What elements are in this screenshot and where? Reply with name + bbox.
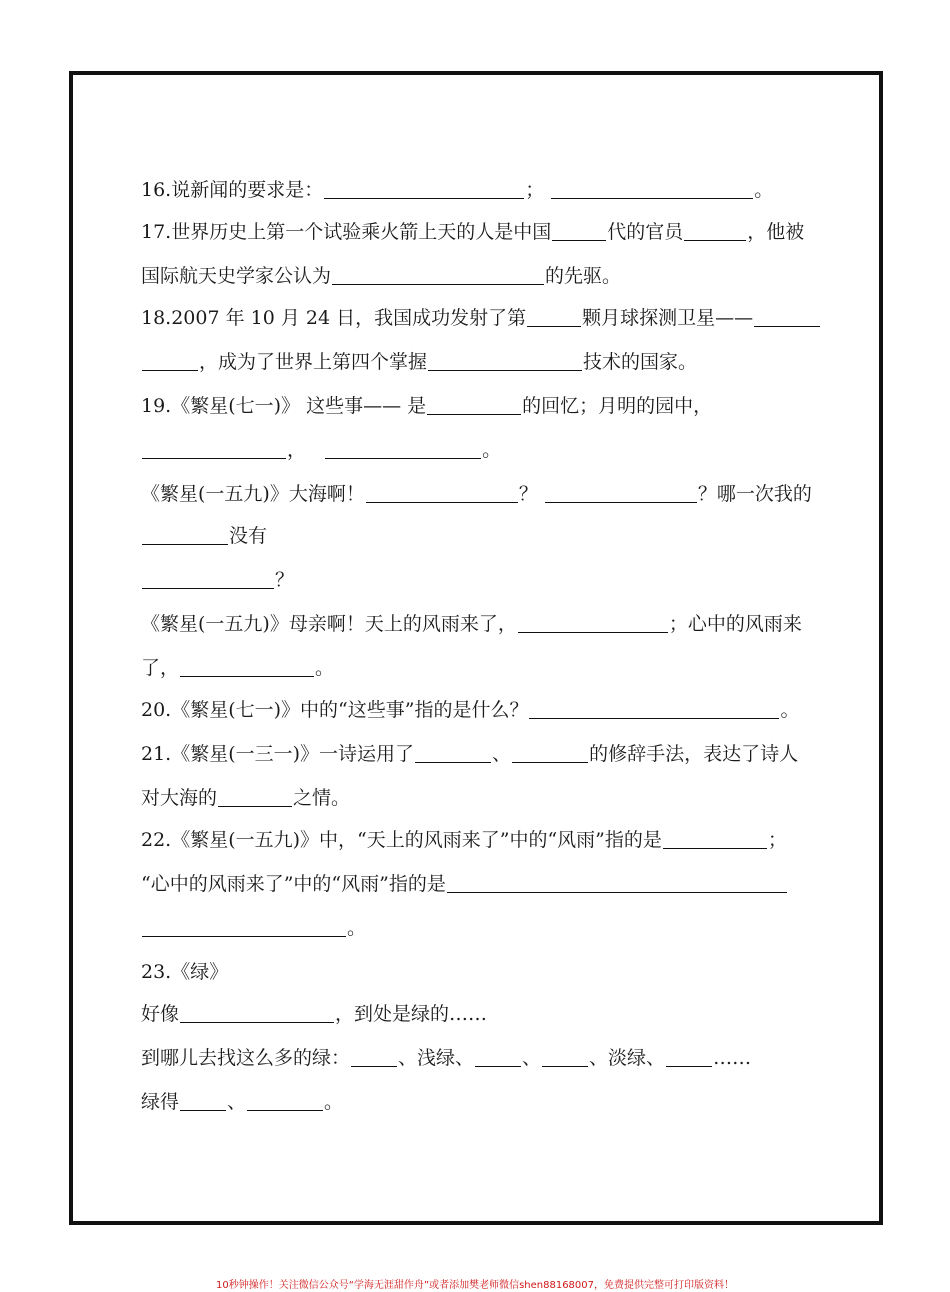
q23-ellipsis: …… [713, 1047, 752, 1069]
question-21 [141, 739, 821, 769]
question-16 [141, 175, 821, 205]
question-23 [141, 957, 821, 987]
q20-text: 20.《繁星(七一)》中的“这些事”指的是什么？ [141, 699, 529, 721]
q16-sep: ； [525, 179, 545, 201]
q19-text-3: 《繁星(一五九)》大海啊！ [141, 483, 365, 505]
q19-text: 19.《繁星(七一)》 这些事—— 是 [141, 395, 427, 417]
q16-text: 16.说新闻的要求是： [141, 179, 324, 201]
q23-sep-2: 、 [227, 1091, 247, 1113]
q17-text-5: 的先驱。 [545, 265, 622, 287]
answer-blank [529, 698, 779, 719]
question-22-line-2 [141, 869, 821, 899]
answer-blank [475, 1046, 521, 1067]
q18-text-3: ，成为了世界上第四个掌握 [199, 351, 428, 373]
q18-text-4: 技术的国家。 [583, 351, 698, 373]
answer-blank [351, 1046, 397, 1067]
q22-text-2: “心中的风雨来了”中的“风雨”指的是 [141, 873, 446, 895]
q20-end: 。 [780, 699, 800, 721]
q22-text: 22.《繁星(一五九)》中，“天上的风雨来了”中的“风雨”指的是 [141, 829, 662, 851]
q19-text-6: 《繁星(一五九)》母亲啊！天上的风雨来了， [141, 613, 517, 635]
q21-text: 21.《繁星(一三一)》一诗运用了 [141, 743, 415, 765]
q22-end: 。 [347, 917, 367, 939]
answer-blank [142, 916, 346, 937]
q22-sep: ； [767, 829, 787, 851]
answer-blank [142, 524, 228, 545]
q17-text-4: 国际航天史学家公认为 [141, 265, 332, 287]
question-18-line-2 [141, 347, 821, 377]
answer-blank [180, 1090, 226, 1111]
answer-blank [663, 828, 767, 849]
q21-text-3: 对大海的 [141, 787, 218, 809]
answer-blank [428, 350, 582, 371]
answer-blank [218, 786, 292, 807]
question-19-line-3 [141, 479, 821, 509]
q19-text-2: 的回忆；月明的园中， [522, 395, 713, 417]
question-23-line-4 [141, 1087, 821, 1117]
question-22-line-3 [141, 913, 821, 943]
answer-blank [180, 656, 314, 677]
q23-text-5: 、淡绿、 [589, 1047, 666, 1069]
worksheet-frame [69, 71, 883, 1225]
q19-text-8: 了， [141, 657, 180, 679]
answer-blank [552, 220, 606, 241]
answer-blank [527, 306, 581, 327]
q19-text-5: 没有 [229, 525, 268, 547]
q23-sep: 、 [522, 1047, 542, 1069]
answer-blank [142, 350, 198, 371]
question-19-line-6 [141, 609, 821, 639]
question-17 [141, 217, 821, 247]
q23-text-6: 绿得 [141, 1091, 180, 1113]
question-19-line-4 [141, 521, 821, 551]
answer-blank [551, 178, 753, 199]
q19-end-2: 。 [315, 657, 335, 679]
answer-blank [332, 264, 544, 285]
answer-blank [512, 742, 588, 763]
answer-blank [415, 742, 491, 763]
q23-end: 。 [324, 1091, 344, 1113]
question-19-line-5 [141, 565, 821, 595]
q18-text-2: 颗月球探测卫星—— [582, 307, 754, 329]
answer-blank [754, 306, 820, 327]
answer-blank [247, 1090, 323, 1111]
answer-blank [447, 872, 787, 893]
question-19 [141, 391, 821, 421]
question-17-line-2 [141, 261, 821, 291]
q23-text: 好像 [141, 1003, 180, 1025]
answer-blank [684, 220, 746, 241]
answer-blank [427, 394, 521, 415]
question-22 [141, 825, 821, 855]
answer-blank [325, 438, 481, 459]
q19-comma: ， [287, 439, 307, 461]
question-19-line-2 [141, 435, 821, 465]
q19-question-mark: ？ [518, 483, 538, 505]
answer-blank [542, 1046, 588, 1067]
answer-blank [180, 1002, 334, 1023]
question-20 [141, 695, 821, 725]
question-23-line-3 [141, 1043, 821, 1073]
q23-text-4: 、浅绿、 [398, 1047, 475, 1069]
answer-blank [142, 568, 274, 589]
q19-end: 。 [482, 439, 502, 461]
q19-text-4: ？哪一次我的 [697, 483, 812, 505]
question-21-line-2 [141, 783, 821, 813]
q23-text-2: ，到处是绿的…… [335, 1003, 488, 1025]
answer-blank [666, 1046, 712, 1067]
question-23-line-2 [141, 999, 821, 1029]
q17-text-2: 代的官员 [607, 221, 684, 243]
q16-end: 。 [754, 179, 774, 201]
q23-title: 23.《绿》 [141, 961, 229, 983]
q21-sep: 、 [492, 743, 512, 765]
q21-text-4: 之情。 [293, 787, 351, 809]
answer-blank [545, 482, 697, 503]
q17-text: 17.世界历史上第一个试验乘火箭上天的人是中国 [141, 221, 552, 243]
answer-blank [324, 178, 524, 199]
q18-text: 18.2007 年 10 月 24 日，我国成功发射了第 [141, 307, 527, 329]
q23-text-3: 到哪儿去找这么多的绿： [141, 1047, 351, 1069]
question-19-line-7 [141, 653, 821, 683]
q17-text-3: ，他被 [747, 221, 805, 243]
footer-notice: 10秒钟操作！关注微信公众号“学海无涯甜作舟”或者添加樊老师微信shen88168007，免费提供完整可打印版资料！ [215, 1280, 735, 1291]
q19-question-mark-2: ？ [275, 569, 295, 591]
answer-blank [366, 482, 518, 503]
q19-text-7: ；心中的风雨来 [668, 613, 802, 635]
answer-blank [142, 438, 286, 459]
answer-blank [518, 612, 668, 633]
q21-text-2: 的修辞手法，表达了诗人 [589, 743, 799, 765]
question-18 [141, 303, 821, 333]
